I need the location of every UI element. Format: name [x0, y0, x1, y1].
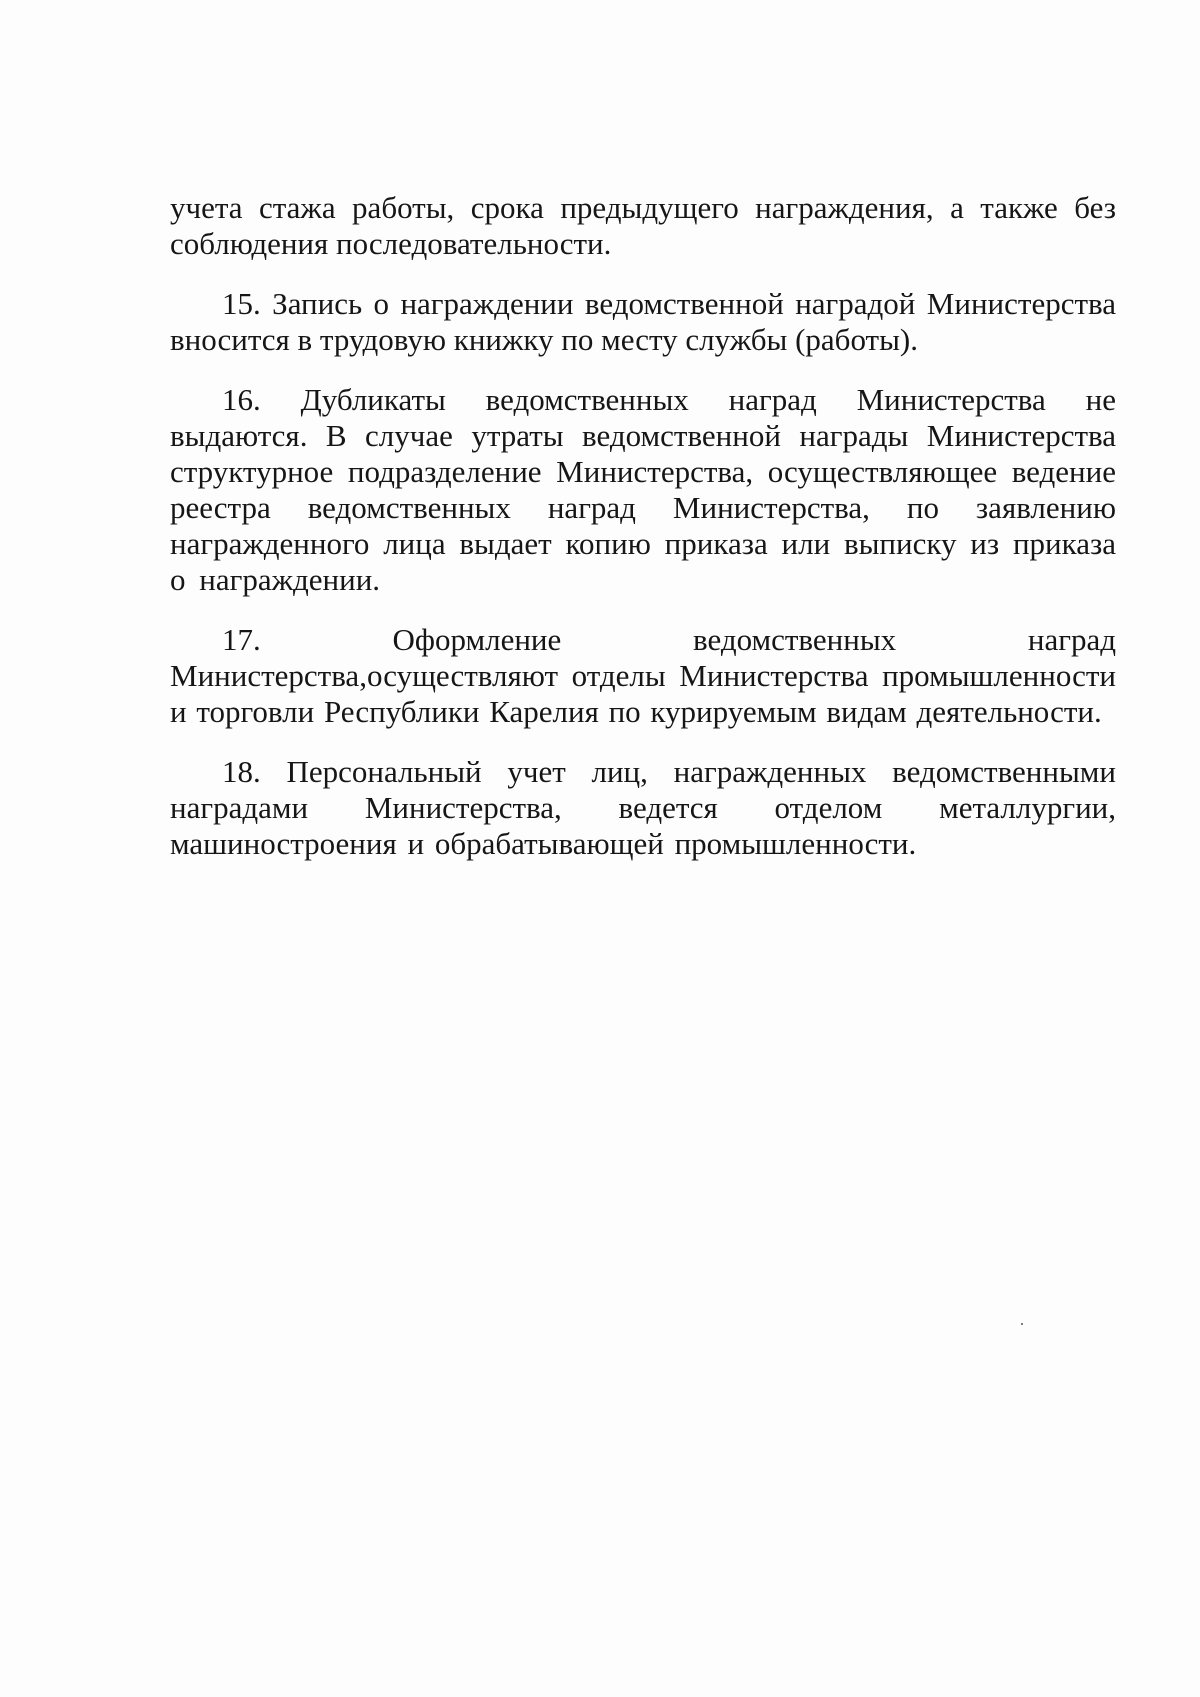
document-body — [170, 190, 1116, 886]
paragraph-item-17: 17. Оформление ведомственных наград Министерства,осуществляют отделы Министерства промышленности и торговли Республики Карелия по курируемым видам деятельности. — [170, 622, 1116, 729]
scan-speck — [1021, 1323, 1023, 1325]
paragraph-item-16: 16. Дубликаты ведомственных наград Министерства не выдаются. В случае утраты ведомственной награды Министерства структурное подразделение Министерства, осуществляющее ведение реестра ведомственных наград Министерства, по заявлению награжденного лица выдает копию приказа или выписку из приказа о награждении. — [170, 382, 1116, 597]
paragraph-item-15: 15. Запись о награждении ведомственной наградой Министерства вносится в трудовую книжку по месту службы (работы). — [170, 286, 1116, 357]
paragraph-continuation: учета стажа работы, срока предыдущего награждения, а также без соблюдения последовательности. — [170, 190, 1116, 261]
paragraph-item-18: 18. Персональный учет лиц, награжденных ведомственными наградами Министерства, ведется отделом металлургии, машиностроения и обрабатывающей промышленности. — [170, 754, 1116, 861]
